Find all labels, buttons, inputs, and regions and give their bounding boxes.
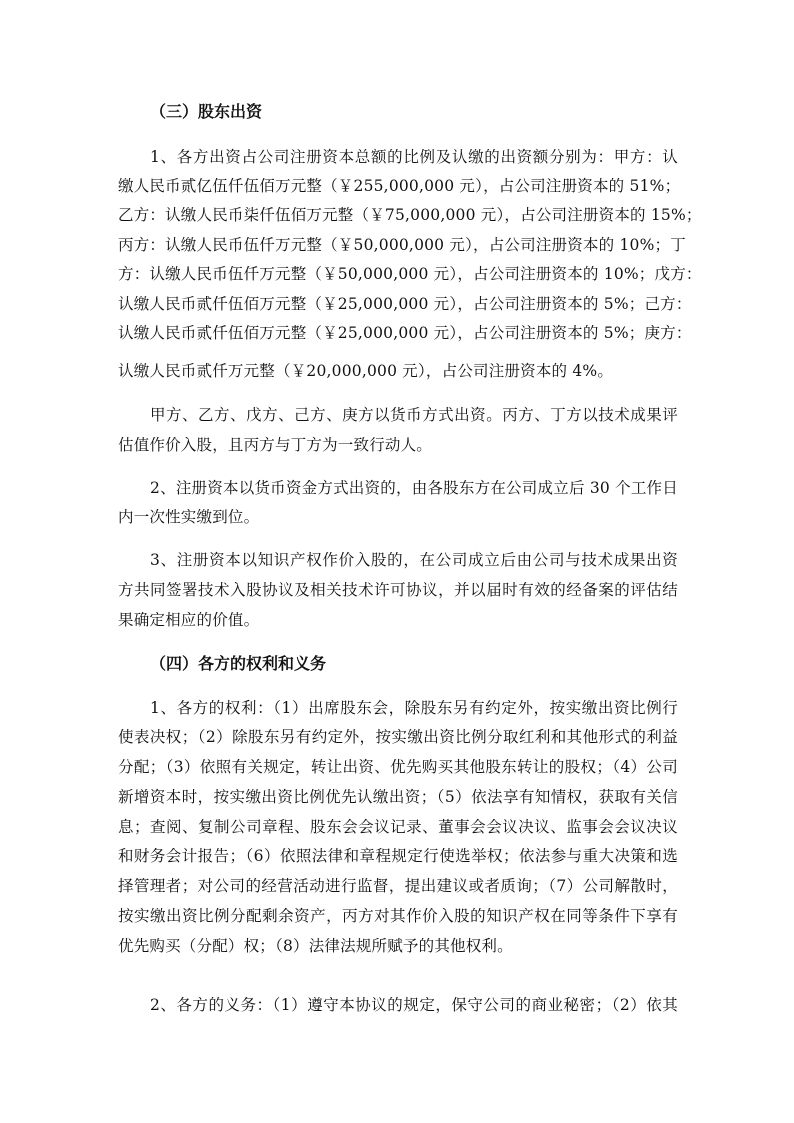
paragraph-line: 认缴人民币贰仟伍佰万元整（￥25,000,000 元），占公司注册资本的 5%；己方： [118,295,692,313]
paragraph-line: 丙方：认缴人民币伍仟万元整（￥50,000,000 元），占公司注册资本的 10%；丁 [118,236,686,254]
paragraph-line: 择管理者；对公司的经营活动进行监督，提出建议或者质询；（7）公司解散时， [118,877,678,895]
paragraph-line: 果确定相应的价值。 [118,611,260,629]
paragraph-line: 分配；（3）依照有关规定，转让出资、优先购买其他股东转让的股权；（4）公司 [118,758,678,776]
paragraph-line: 1、各方出资占公司注册资本总额的比例及认缴的出资额分别为：甲方：认 [150,148,678,166]
paragraph-line: 1、各方的权利：（1）出席股东会，除股东另有约定外，按实缴出资比例行 [150,699,678,717]
paragraph-line: 内一次性实缴到位。 [118,508,260,526]
paragraph-line: 优先购买（分配）权；（8）法律法规所赋予的其他权利。 [118,937,513,955]
paragraph-line: 2、注册资本以货币资金方式出资的，由各股东方在公司成立后 30 个工作日 [150,479,678,497]
section-heading-rights-and-obligations: （四）各方的权利和义务 [150,654,327,673]
paragraph-line: 2、各方的义务：（1）遵守本协议的规定，保守公司的商业秘密；（2）依其 [150,996,678,1014]
section-heading-shareholder-contribution: （三）股东出资 [150,102,263,121]
paragraph-line: 缴人民币贰亿伍仟伍佰万元整（￥255,000,000 元），占公司注册资本的 51%； [118,177,681,195]
paragraph-line: 方：认缴人民币伍仟万元整（￥50,000,000 元），占公司注册资本的 10%；戊方： [118,265,702,283]
paragraph-line: 新增资本时，按实缴出资比例优先认缴出资；（5）依法享有知情权，获取有关信 [118,788,678,806]
paragraph-line: 估值作价入股，且丙方与丁方为一致行动人。 [118,436,433,454]
paragraph-line: 认缴人民币贰仟万元整（￥20,000,000 元），占公司注册资本的 4%。 [118,362,614,380]
paragraph-line: 认缴人民币贰仟伍佰万元整（￥25,000,000 元），占公司注册资本的 5%；庚方： [118,324,692,342]
paragraph-line: 按实缴出资比例分配剩余资产，丙方对其作价入股的知识产权在同等条件下享有 [118,907,678,925]
paragraph-line: 乙方：认缴人民币柒仟伍佰万元整（￥75,000,000 元），占公司注册资本的 15%； [118,206,702,224]
paragraph-line: 息；查阅、复制公司章程、股东会会议记录、董事会会议决议、监事会会议决议 [118,818,678,836]
paragraph-line: 使表决权；（2）除股东另有约定外，按实缴出资比例分取红利和其他形式的利益 [118,728,678,746]
paragraph-line: 方共同签署技术入股协议及相关技术许可协议，并以届时有效的经备案的评估结 [118,581,678,599]
paragraph-line: 和财务会计报告；（6）依照法律和章程规定行使选举权；依法参与重大决策和选 [118,847,678,865]
paragraph-line: 3、注册资本以知识产权作价入股的，在公司成立后由公司与技术成果出资 [150,551,678,569]
paragraph-line: 甲方、乙方、戊方、己方、庚方以货币方式出资。丙方、丁方以技术成果评 [150,406,678,424]
